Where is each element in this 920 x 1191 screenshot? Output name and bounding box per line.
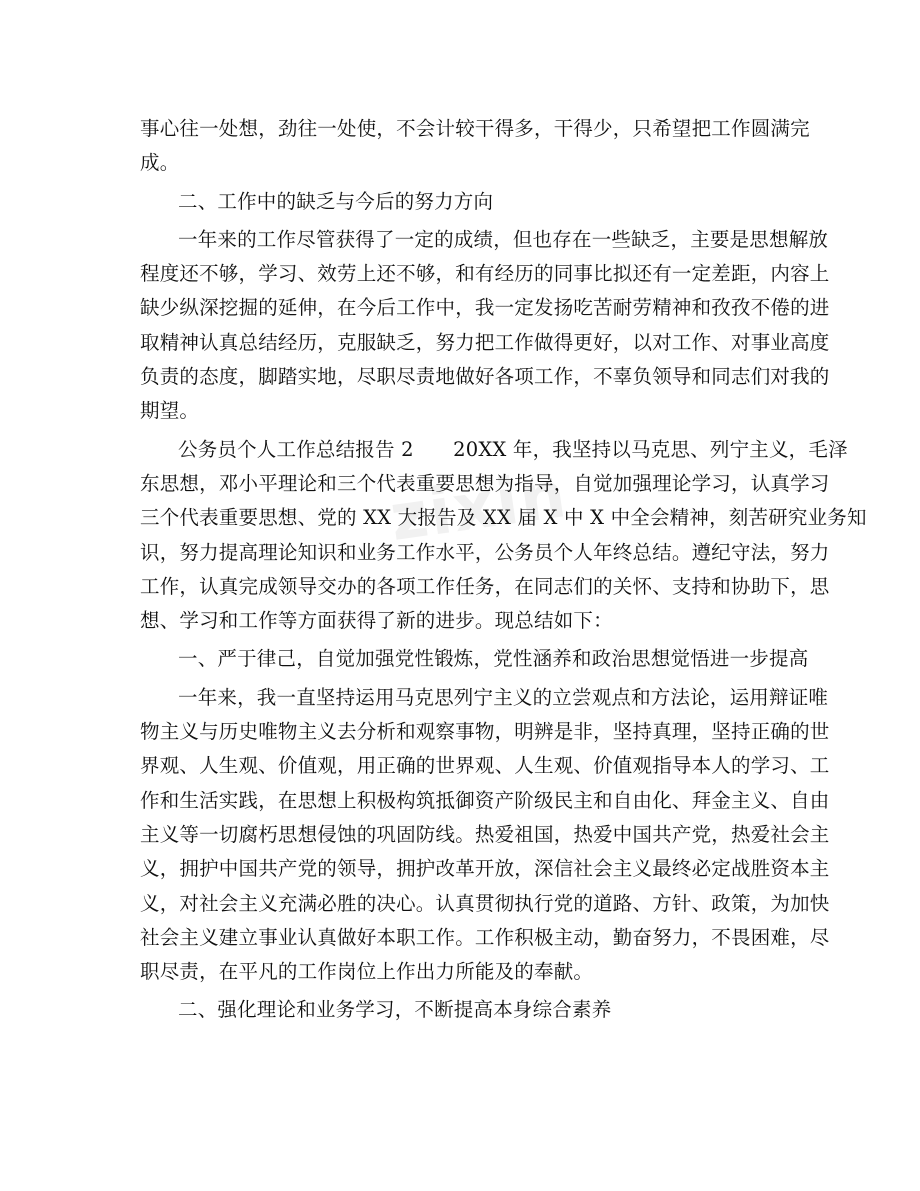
section-heading: 二、强化理论和业务学习，不断提高本身综合素养 — [178, 998, 612, 1022]
document-body — [140, 112, 867, 1028]
paragraph-line: 程度还不够，学习、效劳上还不够，和有经历的同事比拟还有一定差距，内容上 — [140, 262, 830, 286]
paragraph-line: 工作，认真完成领导交办的各项工作任务，在同志们的关怀、支持和协助下，思 — [140, 574, 830, 598]
paragraph-line: 职尽责，在平凡的工作岗位上作出力所能及的奉献。 — [140, 960, 594, 984]
section-heading: 二、工作中的缺乏与今后的努力方向 — [178, 189, 494, 213]
paragraph-line: 物主义与历史唯物主义去分析和观察事物，明辨是非，坚持真理，坚持正确的世 — [140, 720, 830, 744]
paragraph-line: 东思想，邓小平理论和三个代表重要思想为指导，自觉加强理论学习，认真学习 — [140, 471, 830, 495]
paragraph-line: 义，对社会主义充满必胜的决心。认真贯彻执行党的道路、方针、政策，为加快 — [140, 891, 830, 915]
watermark: zixin — [385, 457, 573, 557]
paragraph-line: 缺少纵深挖掘的延伸，在今后工作中，我一定发扬吃苦耐劳精神和孜孜不倦的进 — [140, 296, 830, 320]
paragraph-line: 期望。 — [140, 399, 200, 423]
paragraph-line: 社会主义建立事业认真做好本职工作。工作积极主动，勤奋努力，不畏困难，尽 — [140, 925, 830, 949]
paragraph-line: 主义等一切腐朽思想侵蚀的巩固防线。热爱祖国，热爱中国共产党，热爱社会主 — [140, 822, 830, 846]
paragraph-line: 三个代表重要思想、党的 XX 大报告及 XX 届 X 中 X 中全会精神，刻苦研究业务知 — [140, 506, 867, 530]
paragraph-line: 取精神认真总结经历，克服缺乏，努力把工作做得更好，以对工作、对事业高度 — [140, 330, 830, 354]
paragraph-line: 界观、人生观、价值观，用正确的世界观、人生观、价值观指导本人的学习、工 — [140, 754, 830, 778]
paragraph-line: 负责的态度，脚踏实地，尽职尽责地做好各项工作，不辜负领导和同志们对我的 — [140, 365, 830, 389]
paragraph-line: 识，努力提高理论知识和业务工作水平，公务员个人年终总结。遵纪守法，努力 — [140, 540, 830, 564]
paragraph-line: 想、学习和工作等方面获得了新的进步。现总结如下： — [140, 609, 613, 633]
section-heading: 一、严于律己，自觉加强党性锻炼，党性涵养和政治思想觉悟进一步提高 — [178, 647, 809, 671]
paragraph-line: 作和生活实践，在思想上积极构筑抵御资产阶级民主和自由化、拜金主义、自由 — [140, 788, 830, 812]
paragraph-line: 事心往一处想，劲往一处使，不会计较干得多，干得少，只希望把工作圆满完 — [140, 117, 810, 140]
paragraph-line: 一年来的工作尽管获得了一定的成绩，但也存在一些缺乏，主要是思想解放 — [178, 227, 829, 251]
paragraph-line: 一年来，我一直坚持运用马克思列宁主义的立尝观点和方法论，运用辩证唯 — [178, 685, 829, 709]
paragraph-line: 义，拥护中国共产党的领导，拥护改革开放，深信社会主义最终必定战胜资本主 — [140, 857, 830, 881]
paragraph-line: 公务员个人工作总结报告 2 20XX 年，我坚持以马克思、列宁主义，毛泽 — [178, 437, 848, 461]
paragraph-line: 成。 — [140, 151, 180, 175]
